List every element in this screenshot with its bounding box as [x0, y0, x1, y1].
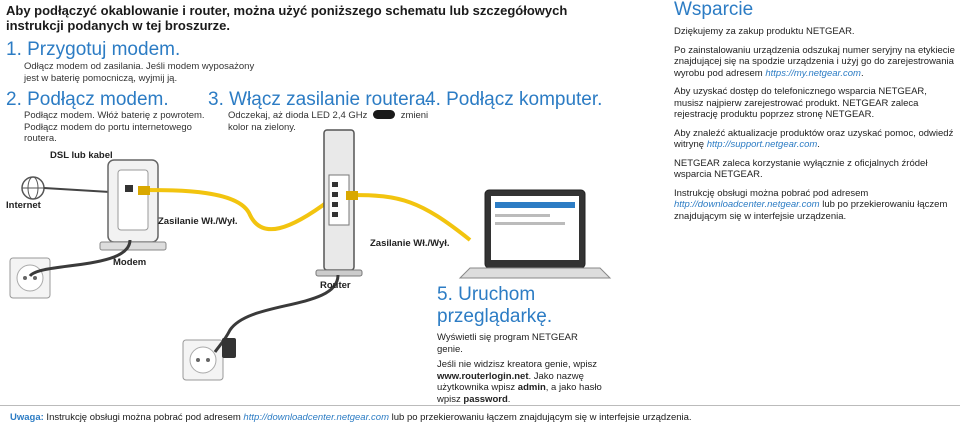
label-dsl: DSL lub kabel — [50, 150, 113, 161]
modem-device-icon — [100, 160, 166, 250]
support-link[interactable]: http://support.netgear.com — [706, 139, 818, 150]
intro-text: Aby podłączyć okablowanie i router, można użyć poniższego schematu lub szczegółowych instrukcji podanych w tej broszurze. — [6, 3, 568, 33]
download-link[interactable]: http://downloadcenter.netgear.com — [674, 199, 820, 210]
note-text: Instrukcję obsługi można pobrać pod adresem — [43, 412, 244, 423]
step5-title: 5. Uruchom przeglądarkę. — [437, 284, 553, 327]
step2-title: 2. Podłącz modem. — [6, 89, 169, 110]
support-p6: Instrukcję obsługi można pobrać pod adresem http://downloadcenter.netgear.com lub po przekierowaniu łączem znajdującym się w interfejsie urządzenia. — [674, 187, 948, 222]
register-link[interactable]: https://my.netgear.com — [765, 67, 861, 79]
wall-socket-modem-icon — [10, 258, 50, 298]
support-panel — [674, 0, 958, 229]
label-modem: Modem — [113, 257, 147, 268]
wall-socket-router-icon — [183, 340, 223, 380]
support-p4: Aby znaleźć aktualizacje produktów oraz uzyskać pomoc, odwiedź witrynę http://support.netgear.com. — [674, 127, 954, 150]
note-label: Uwaga: — [10, 412, 44, 423]
laptop-icon — [460, 190, 610, 278]
bottom-note — [0, 405, 960, 437]
support-title: Wsparcie — [674, 0, 754, 20]
step1-title: 1. Przygotuj modem. — [6, 39, 181, 60]
step1-text: Odłącz modem od zasilania. Jeśli modem wyposażony jest w baterię pomocniczą, wyjmij ją. — [24, 61, 255, 84]
label-router: Router — [320, 280, 351, 291]
label-power-modem: Zasilanie Wł./Wył. — [158, 216, 238, 227]
internet-globe-icon — [22, 177, 44, 199]
step3-text-b: zmieni kolor na zielony. — [228, 110, 429, 133]
support-p1: Dziękujemy za zakup produktu NETGEAR. — [674, 26, 855, 37]
step5-text-2: Jeśli nie widzisz kreatora genie, wpisz www.routerlogin.net. Jako nazwę użytkownika wpisz admin, a jako hasło wpisz password. — [437, 359, 602, 405]
label-internet: Internet — [6, 200, 41, 211]
step5-text-1: Wyświetli się program NETGEAR genie. — [437, 332, 578, 355]
note-end: lub po przekierowaniu łączem znajdującym się w interfejsie urządzenia. — [389, 412, 692, 423]
step3-text-a: Odczekaj, aż dioda LED 2,4 GHz — [228, 110, 368, 121]
support-p3: Aby uzyskać dostęp do telefonicznego wsparcia NETGEAR, musisz najpierw zarejestrować produkt. NETGEAR zaleca rejestrację produktu poprzez stronę NETGEAR. — [674, 86, 927, 120]
support-p2: Po zainstalowaniu urządzenia odszukaj numer seryjny na etykiecie znajdującej się na spodzie urządzenia i użyj go do zarejestrowania wyrobu pod adresem https://my.netgear.com. — [674, 44, 955, 79]
note-download-link[interactable]: http://downloadcenter.netgear.com — [243, 412, 389, 423]
label-power-router: Zasilanie Wł./Wył. — [370, 238, 450, 249]
step4-title: 4. Podłącz komputer. — [425, 89, 603, 110]
step3-title: 3. Włącz zasilanie routera. — [208, 89, 431, 110]
step5-block — [437, 284, 602, 405]
support-p5: NETGEAR zaleca korzystanie wyłącznie z oficjalnych źródeł wsparcia NETGEAR. — [674, 157, 928, 180]
step2-text: Podłącz modem. Włóż baterię z powrotem. Podłącz modem do portu internetowego routera. — [24, 110, 205, 144]
